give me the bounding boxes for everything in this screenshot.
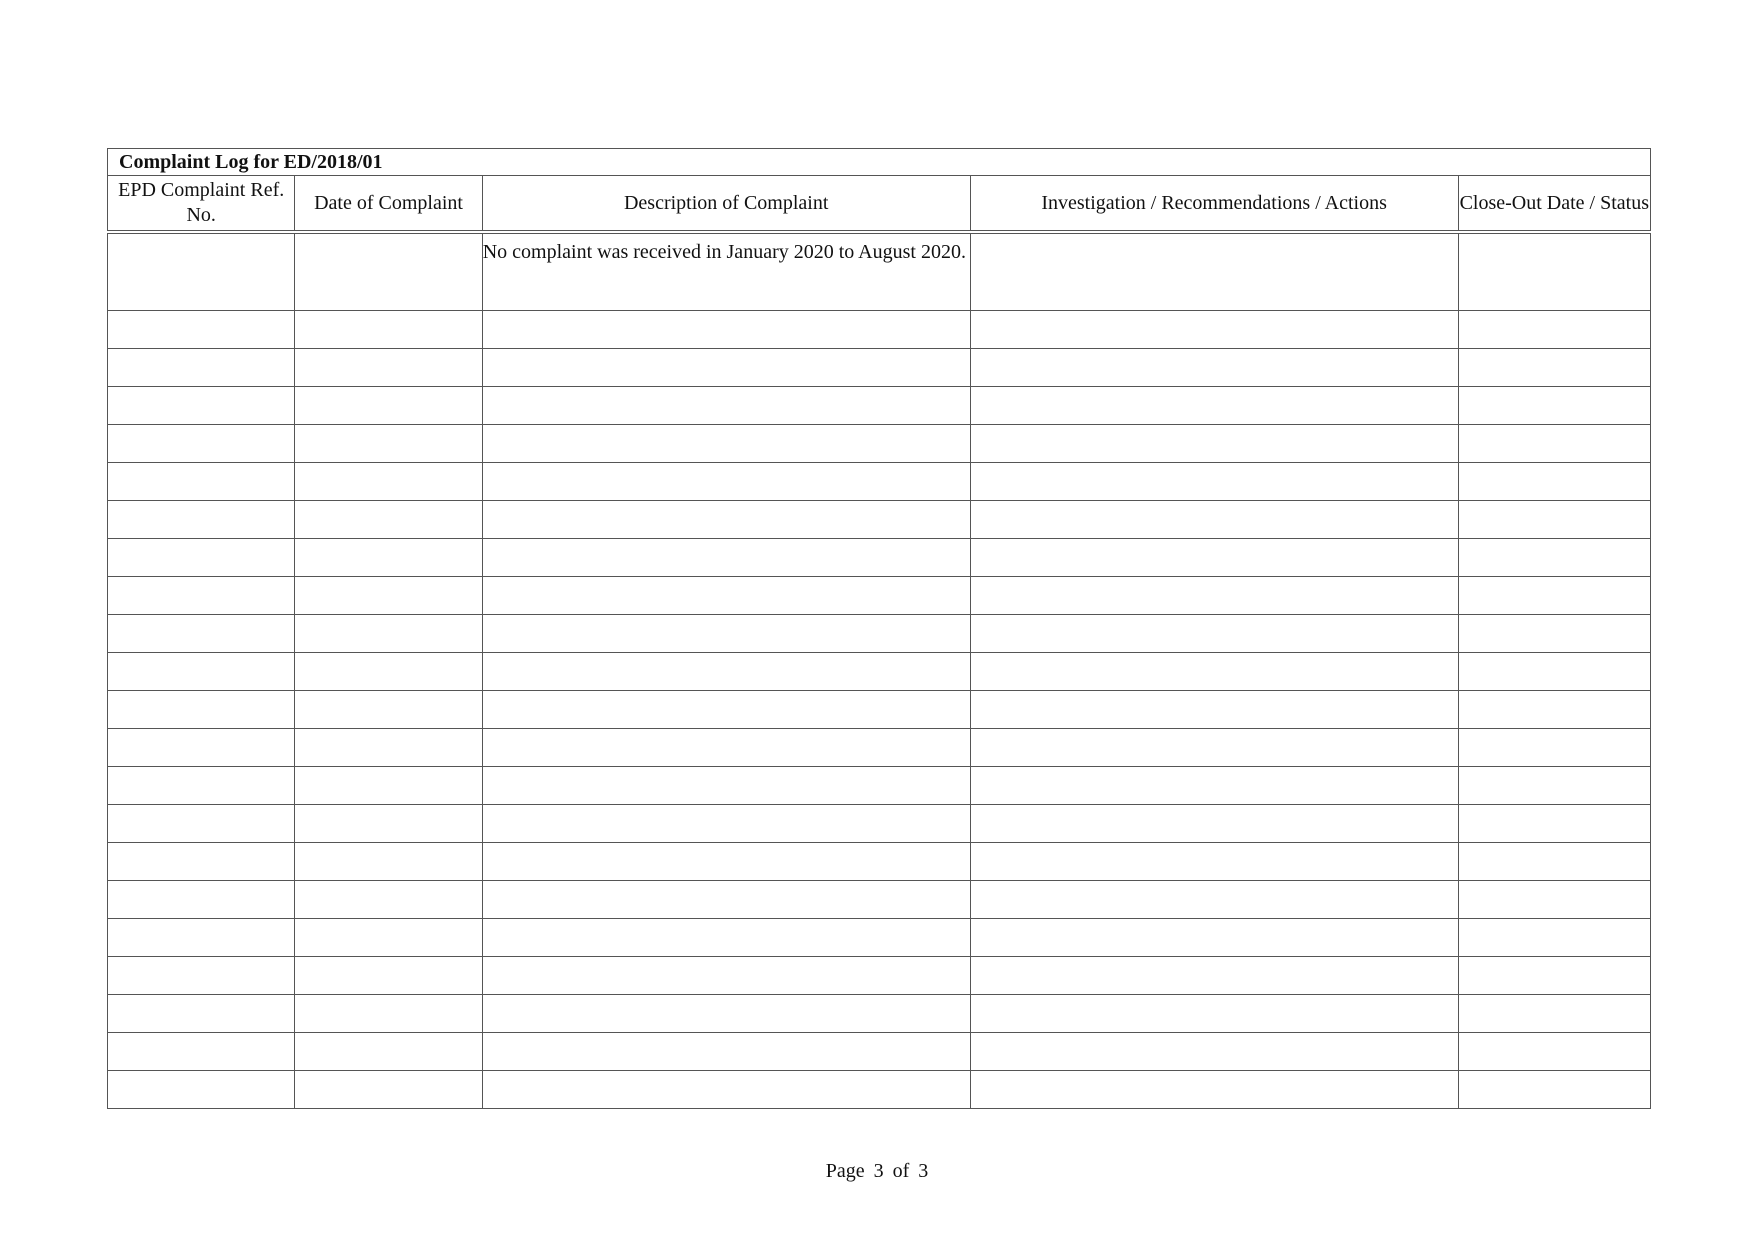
cell-date: [295, 615, 482, 653]
cell-description: [482, 539, 970, 577]
cell-closeout: [1458, 843, 1650, 881]
cell-closeout: [1458, 615, 1650, 653]
cell-ref-no: [108, 729, 295, 767]
cell-date: [295, 577, 482, 615]
cell-investigation: [970, 463, 1458, 501]
table-row: [108, 805, 1651, 843]
table-row: [108, 1033, 1651, 1071]
cell-date: [295, 805, 482, 843]
cell-ref-no: [108, 425, 295, 463]
cell-investigation: [970, 539, 1458, 577]
cell-ref-no: [108, 501, 295, 539]
table-row: [108, 957, 1651, 995]
cell-closeout: [1458, 577, 1650, 615]
cell-ref-no: [108, 843, 295, 881]
cell-date: [295, 1071, 482, 1109]
cell-description: [482, 387, 970, 425]
cell-investigation: [970, 501, 1458, 539]
column-header-description: Description of Complaint: [482, 176, 970, 233]
cell-closeout: [1458, 691, 1650, 729]
cell-ref-no: [108, 463, 295, 501]
cell-description: [482, 995, 970, 1033]
cell-date: [295, 691, 482, 729]
cell-closeout: [1458, 501, 1650, 539]
cell-investigation: [970, 1033, 1458, 1071]
cell-date: [295, 767, 482, 805]
cell-ref-no: [108, 577, 295, 615]
cell-description: [482, 349, 970, 387]
table-row: [108, 691, 1651, 729]
cell-closeout: [1458, 425, 1650, 463]
cell-closeout: [1458, 539, 1650, 577]
cell-investigation: [970, 1071, 1458, 1109]
table-row: [108, 349, 1651, 387]
cell-description: [482, 653, 970, 691]
cell-description: [482, 767, 970, 805]
cell-ref-no: [108, 349, 295, 387]
cell-closeout: [1458, 311, 1650, 349]
cell-investigation: [970, 881, 1458, 919]
cell-date: [295, 232, 482, 311]
cell-closeout: [1458, 653, 1650, 691]
cell-description: [482, 881, 970, 919]
cell-investigation: [970, 349, 1458, 387]
cell-ref-no: [108, 881, 295, 919]
cell-description: [482, 805, 970, 843]
cell-date: [295, 729, 482, 767]
cell-description: [482, 1071, 970, 1109]
cell-ref-no: [108, 767, 295, 805]
table-row: [108, 653, 1651, 691]
cell-closeout: [1458, 1033, 1650, 1071]
cell-investigation: [970, 957, 1458, 995]
cell-description: [482, 691, 970, 729]
table-title-row: [108, 149, 1651, 176]
cell-investigation: [970, 995, 1458, 1033]
table-row: [108, 539, 1651, 577]
cell-description: [482, 311, 970, 349]
cell-investigation: [970, 425, 1458, 463]
cell-closeout: [1458, 919, 1650, 957]
table-row: [108, 311, 1651, 349]
cell-investigation: [970, 729, 1458, 767]
cell-date: [295, 463, 482, 501]
table-row: [108, 843, 1651, 881]
cell-ref-no: [108, 957, 295, 995]
cell-date: [295, 539, 482, 577]
cell-description: [482, 425, 970, 463]
column-header-closeout: Close-Out Date / Status: [1458, 176, 1650, 233]
cell-description: [482, 1033, 970, 1071]
cell-description: [482, 501, 970, 539]
cell-closeout: [1458, 1071, 1650, 1109]
cell-date: [295, 881, 482, 919]
cell-closeout: [1458, 349, 1650, 387]
cell-investigation: [970, 919, 1458, 957]
table-row: [108, 501, 1651, 539]
cell-ref-no: [108, 653, 295, 691]
cell-closeout: [1458, 995, 1650, 1033]
table-row: [108, 767, 1651, 805]
cell-ref-no: [108, 232, 295, 311]
cell-date: [295, 349, 482, 387]
cell-date: [295, 919, 482, 957]
cell-closeout: [1458, 957, 1650, 995]
column-header-investigation: Investigation / Recommendations / Actions: [970, 176, 1458, 233]
cell-description: No complaint was received in January 2020 to August 2020.: [482, 232, 970, 311]
cell-investigation: [970, 577, 1458, 615]
cell-ref-no: [108, 805, 295, 843]
cell-closeout: [1458, 463, 1650, 501]
table-row: [108, 577, 1651, 615]
cell-date: [295, 1033, 482, 1071]
cell-ref-no: [108, 919, 295, 957]
cell-investigation: [970, 843, 1458, 881]
cell-date: [295, 425, 482, 463]
cell-investigation: [970, 387, 1458, 425]
table-row: [108, 232, 1651, 311]
table-row: [108, 463, 1651, 501]
column-header-ref-no: EPD Complaint Ref. No.: [108, 176, 295, 233]
cell-description: [482, 729, 970, 767]
table-row: [108, 919, 1651, 957]
cell-description: [482, 577, 970, 615]
cell-closeout: [1458, 729, 1650, 767]
cell-ref-no: [108, 311, 295, 349]
cell-ref-no: [108, 615, 295, 653]
cell-investigation: [970, 311, 1458, 349]
cell-ref-no: [108, 539, 295, 577]
cell-date: [295, 501, 482, 539]
cell-description: [482, 919, 970, 957]
table-row: [108, 425, 1651, 463]
cell-date: [295, 653, 482, 691]
column-header-date: Date of Complaint: [295, 176, 482, 233]
cell-description: [482, 843, 970, 881]
cell-investigation: [970, 653, 1458, 691]
cell-ref-no: [108, 1033, 295, 1071]
cell-closeout: [1458, 387, 1650, 425]
cell-description: [482, 463, 970, 501]
cell-description: [482, 615, 970, 653]
cell-investigation: [970, 615, 1458, 653]
complaint-log-table: [107, 148, 1651, 1109]
cell-date: [295, 995, 482, 1033]
cell-ref-no: [108, 1071, 295, 1109]
table-row: [108, 729, 1651, 767]
table-body: [108, 232, 1651, 1109]
cell-description: [482, 957, 970, 995]
cell-date: [295, 957, 482, 995]
table-title: Complaint Log for ED/2018/01: [108, 149, 1651, 176]
column-header-row: [108, 176, 1651, 233]
cell-ref-no: [108, 387, 295, 425]
cell-date: [295, 311, 482, 349]
table-row: [108, 1071, 1651, 1109]
cell-investigation: [970, 232, 1458, 311]
cell-closeout: [1458, 767, 1650, 805]
cell-closeout: [1458, 881, 1650, 919]
cell-closeout: [1458, 232, 1650, 311]
table-row: [108, 881, 1651, 919]
table-row: [108, 995, 1651, 1033]
cell-investigation: [970, 767, 1458, 805]
cell-investigation: [970, 691, 1458, 729]
table-row: [108, 615, 1651, 653]
cell-date: [295, 387, 482, 425]
table-row: [108, 387, 1651, 425]
page-number: Page 3 of 3: [825, 1160, 929, 1182]
cell-ref-no: [108, 995, 295, 1033]
cell-closeout: [1458, 805, 1650, 843]
cell-investigation: [970, 805, 1458, 843]
cell-ref-no: [108, 691, 295, 729]
cell-date: [295, 843, 482, 881]
